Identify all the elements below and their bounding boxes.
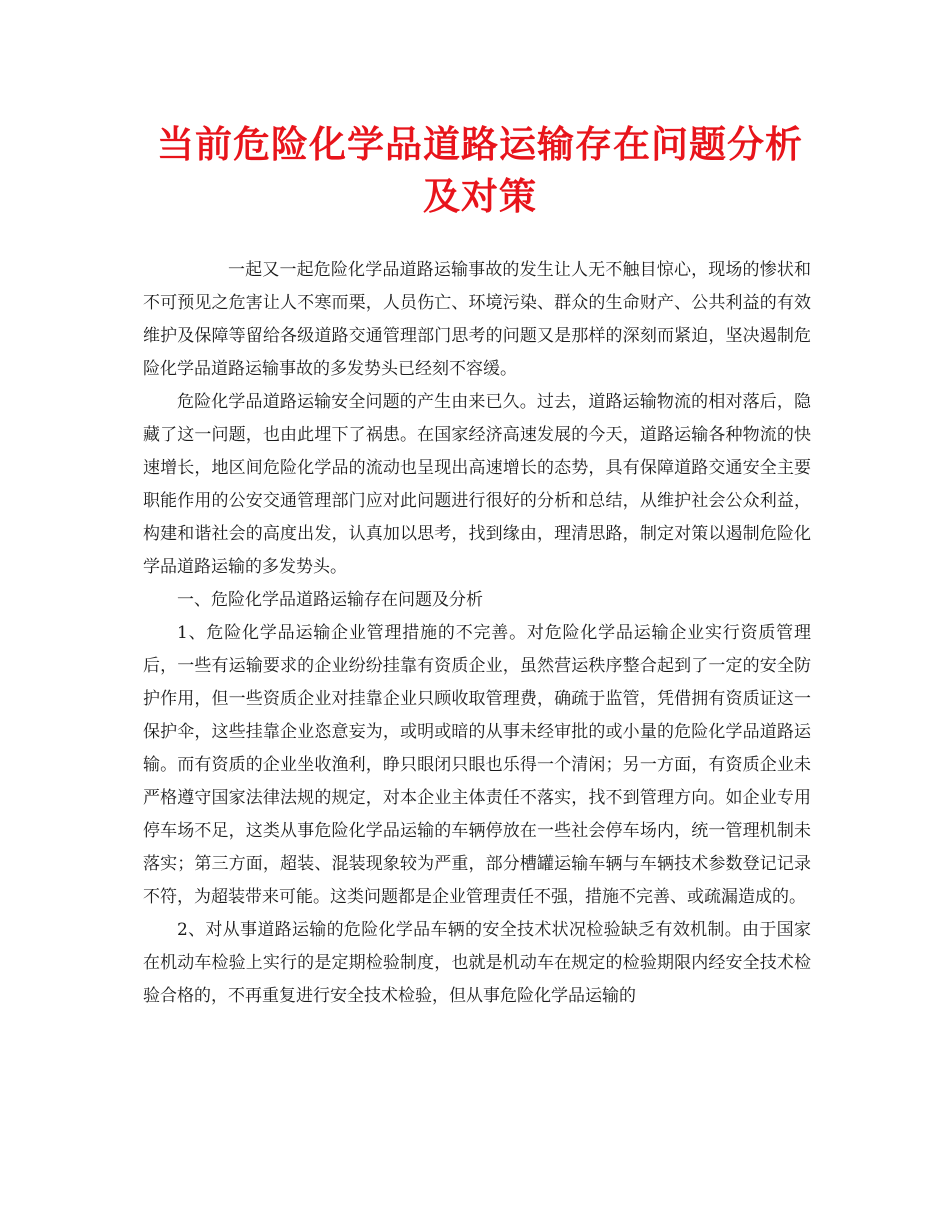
paragraph-background: 危险化学品道路运输安全问题的产生由来已久。过去，道路运输物流的相对落后，隐藏了这一问题，也由此埋下了祸患。在国家经济高速发展的今天，道路运输各种物流的快速增长，地区间危险化学品的流动也呈现出高速增长的态势，具有保障道路交通安全主要职能作用的公安交通管理部门应对此问题进行很好的分析和总结，从维护社会公众利益，构建和谐社会的高度出发，认真加以思考，找到缘由，理清思路，制定对策以遏制危险化学品道路运输的多发势头。 (143, 392, 811, 577)
paragraph-point-1: 1、危险化学品运输企业管理措施的不完善。对危险化学品运输企业实行资质管理后，一些有运输要求的企业纷纷挂靠有资质企业，虽然营运秩序整合起到了一定的安全防护作用，但一些资质企业对挂靠企业只顾收取管理费，确疏于监管，凭借拥有资质证这一保护伞，这些挂靠企业恣意妄为，或明或暗的从事未经审批的或小量的危险化学品道路运输。而有资质的企业坐收渔利，睁只眼闭只眼也乐得一个清闲；另一方面，有资质企业未严格遵守国家法律法规的规定，对本企业主体责任不落实，找不到管理方向。如企业专用停车场不足，这类从事危险化学品运输的车辆停放在一些社会停车场内，统一管理机制未落实；第三方面，超装、混装现象较为严重，部分槽罐运输车辆与车辆技术参数登记记录不符，为超装带来可能。这类问题都是企业管理责任不强，措施不完善、或疏漏造成的。 (143, 623, 811, 907)
document-body (143, 254, 811, 1013)
section-heading: 一、危险化学品道路运输存在问题及分析 (177, 590, 483, 610)
paragraph-intro: 一起又一起危险化学品道路运输事故的发生让人无不触目惊心，现场的惨状和不可预见之危害让人不寒而栗，人员伤亡、环境污染、群众的生命财产、公共利益的有效维护及保障等留给各级道路交通管理部门思考的问题又是那样的深刻而紧迫，坚决遏制危险化学品道路运输事故的多发势头已经刻不容缓。 (143, 260, 811, 379)
document-title: 当前危险化学品道路运输存在问题分析及对策 (157, 122, 803, 218)
paragraph-point-2: 2、对从事道路运输的危险化学品车辆的安全技术状况检验缺乏有效机制。由于国家在机动车检验上实行的是定期检验制度，也就是机动车在规定的检验期限内经安全技术检验合格的，不再重复进行安全技术检验，但从事危险化学品运输的 (143, 920, 811, 1006)
